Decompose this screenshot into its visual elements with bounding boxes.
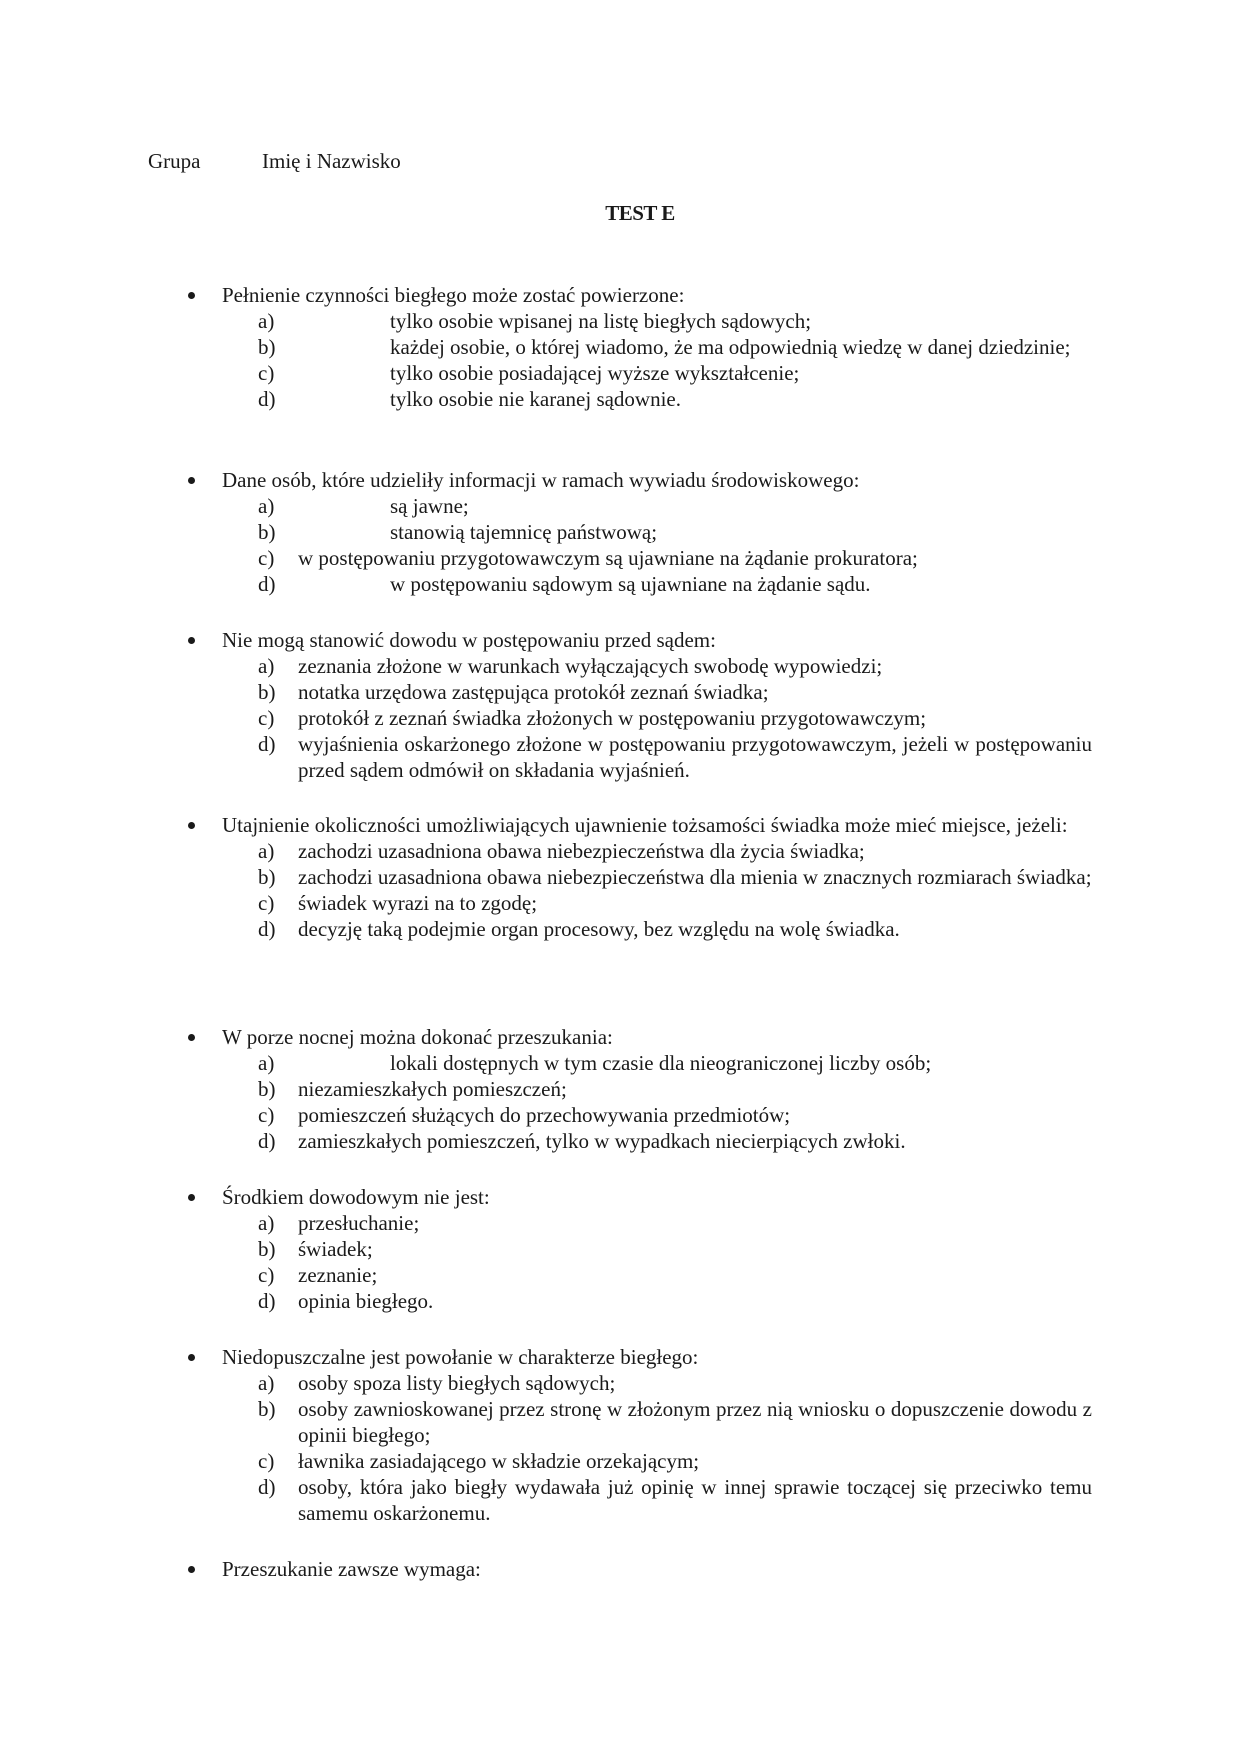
bullet-icon [188, 1194, 195, 1201]
answer-letter: a) [258, 1051, 275, 1075]
answer-list [184, 493, 1092, 597]
answer-a [184, 493, 1092, 519]
answer-letter: a) [258, 309, 275, 333]
answer-text: osoby spoza listy biegłych sądowych; [298, 1371, 616, 1395]
answer-d [184, 1128, 1092, 1154]
answer-list [184, 308, 1092, 412]
question-3 [184, 627, 1092, 783]
bullet-icon [188, 292, 195, 299]
name-label: Imię i Nazwisko [262, 149, 401, 173]
answer-letter: d) [258, 732, 276, 756]
answer-a [184, 653, 1092, 679]
answer-letter: a) [258, 654, 275, 678]
answer-letter: b) [258, 520, 276, 544]
answer-list [184, 1050, 1092, 1154]
answer-letter: d) [258, 1475, 276, 1499]
answer-list [184, 838, 1092, 942]
question-text: Pełnienie czynności biegłego może zostać powierzone: [184, 282, 1092, 308]
answer-text: decyzję taką podejmie organ procesowy, bez względu na wolę świadka. [298, 917, 900, 941]
answer-text: zeznania złożone w warunkach wyłączających swobodę wypowiedzi; [298, 654, 883, 678]
answer-letter: b) [258, 335, 276, 359]
bullet-icon [188, 1034, 195, 1041]
question-1 [184, 282, 1092, 412]
answer-letter: a) [258, 1211, 275, 1235]
group-label: Grupa [148, 149, 201, 173]
answer-b [184, 864, 1092, 890]
question-7 [184, 1344, 1092, 1526]
answer-text: zachodzi uzasadniona obawa niebezpieczeństwa dla życia świadka; [298, 839, 865, 863]
answer-text: tylko osobie wpisanej na listę biegłych sądowych; [390, 309, 812, 333]
answer-letter: c) [258, 706, 275, 730]
answer-a [184, 308, 1092, 334]
answer-b [184, 1236, 1092, 1262]
answer-text: osoby, która jako biegły wydawała już opinię w innej sprawie toczącej się przeciwko temu samemu oskarżonemu. [298, 1475, 1092, 1525]
answer-d [184, 731, 1092, 783]
answer-text: zeznanie; [298, 1263, 378, 1287]
answer-text: protokół z zeznań świadka złożonych w postępowaniu przygotowawczym; [298, 706, 927, 730]
answer-letter: a) [258, 1371, 275, 1395]
answer-letter: b) [258, 865, 276, 889]
answer-b [184, 1396, 1092, 1448]
answer-letter: d) [258, 387, 276, 411]
answer-text: w postępowaniu przygotowawczym są ujawniane na żądanie prokuratora; [298, 546, 918, 570]
bullet-icon [188, 822, 195, 829]
answer-c [184, 705, 1092, 731]
answer-c [184, 1262, 1092, 1288]
answer-letter: c) [258, 361, 275, 385]
answer-letter: d) [258, 917, 276, 941]
question-4 [184, 812, 1092, 942]
question-8 [184, 1556, 1092, 1582]
answer-text: stanowią tajemnicę państwową; [390, 520, 658, 544]
answer-text: opinia biegłego. [298, 1289, 434, 1313]
question-text: Utajnienie okoliczności umożliwiających ujawnienie tożsamości świadka może mieć miejsce, jeżeli: [184, 812, 1092, 838]
question-text: Środkiem dowodowym nie jest: [184, 1184, 1092, 1210]
answer-c [184, 1102, 1092, 1128]
answer-letter: a) [258, 839, 275, 863]
answer-b [184, 334, 1092, 360]
answer-d [184, 1474, 1092, 1526]
answer-text: osoby zawnioskowanej przez stronę w złożonym przez nią wniosku o dopuszczenie dowodu z opinii biegłego; [298, 1397, 1092, 1447]
answer-letter: b) [258, 1237, 276, 1261]
answer-letter: d) [258, 1289, 276, 1313]
answer-text: w postępowaniu sądowym są ujawniane na żądanie sądu. [390, 572, 871, 596]
answer-text: są jawne; [390, 494, 469, 518]
question-text: Przeszukanie zawsze wymaga: [184, 1556, 1092, 1582]
question-text: Niedopuszczalne jest powołanie w charakterze biegłego: [184, 1344, 1092, 1370]
bullet-icon [188, 1354, 195, 1361]
answer-text: każdej osobie, o której wiadomo, że ma odpowiednią wiedzę w danej dziedzinie; [390, 335, 1071, 359]
answer-b [184, 519, 1092, 545]
answer-text: świadek; [298, 1237, 373, 1261]
answer-text: notatka urzędowa zastępująca protokół zeznań świadka; [298, 680, 769, 704]
answer-c [184, 890, 1092, 916]
answer-c [184, 545, 1092, 571]
answer-text: ławnika zasiadającego w składzie orzekającym; [298, 1449, 700, 1473]
answer-letter: c) [258, 891, 275, 915]
answer-letter: c) [258, 1263, 275, 1287]
answer-b [184, 679, 1092, 705]
answer-d [184, 1288, 1092, 1314]
question-5 [184, 1024, 1092, 1154]
answer-c [184, 1448, 1092, 1474]
bullet-icon [188, 637, 195, 644]
answer-a [184, 1050, 1092, 1076]
answer-d [184, 386, 1092, 412]
answer-text: wyjaśnienia oskarżonego złożone w postępowaniu przygotowawczym, jeżeli w postępowaniu przed sądem odmówił on składania wyjaśnień. [298, 732, 1092, 782]
question-text: Dane osób, które udzieliły informacji w ramach wywiadu środowiskowego: [184, 467, 1092, 493]
test-title: TEST E [605, 201, 675, 225]
answer-text: świadek wyrazi na to zgodę; [298, 891, 538, 915]
answer-list [184, 1370, 1092, 1526]
answer-text: tylko osobie posiadającej wyższe wykształcenie; [390, 361, 800, 385]
answer-d [184, 571, 1092, 597]
answer-text: lokali dostępnych w tym czasie dla nieograniczonej liczby osób; [390, 1051, 932, 1075]
answer-letter: d) [258, 1129, 276, 1153]
question-2 [184, 467, 1092, 597]
question-text: W porze nocnej można dokonać przeszukania: [184, 1024, 1092, 1050]
answer-letter: c) [258, 546, 275, 570]
answer-text: niezamieszkałych pomieszczeń; [298, 1077, 567, 1101]
answer-text: zachodzi uzasadniona obawa niebezpieczeństwa dla mienia w znacznych rozmiarach świadka; [298, 865, 1092, 889]
answer-text: pomieszczeń służących do przechowywania przedmiotów; [298, 1103, 791, 1127]
answer-a [184, 838, 1092, 864]
answer-letter: d) [258, 572, 276, 596]
answer-letter: b) [258, 680, 276, 704]
answer-c [184, 360, 1092, 386]
answer-letter: b) [258, 1397, 276, 1421]
answer-text: zamieszkałych pomieszczeń, tylko w wypadkach niecierpiących zwłoki. [298, 1129, 906, 1153]
answer-letter: c) [258, 1103, 275, 1127]
answer-list [184, 1210, 1092, 1314]
answer-a [184, 1210, 1092, 1236]
answer-letter: a) [258, 494, 275, 518]
answer-letter: c) [258, 1449, 275, 1473]
answer-list [184, 653, 1092, 783]
answer-letter: b) [258, 1077, 276, 1101]
bullet-icon [188, 1566, 195, 1573]
question-6 [184, 1184, 1092, 1314]
question-text: Nie mogą stanowić dowodu w postępowaniu przed sądem: [184, 627, 1092, 653]
answer-b [184, 1076, 1092, 1102]
answer-d [184, 916, 1092, 942]
answer-text: przesłuchanie; [298, 1211, 420, 1235]
answer-a [184, 1370, 1092, 1396]
bullet-icon [188, 477, 195, 484]
answer-text: tylko osobie nie karanej sądownie. [390, 387, 682, 411]
